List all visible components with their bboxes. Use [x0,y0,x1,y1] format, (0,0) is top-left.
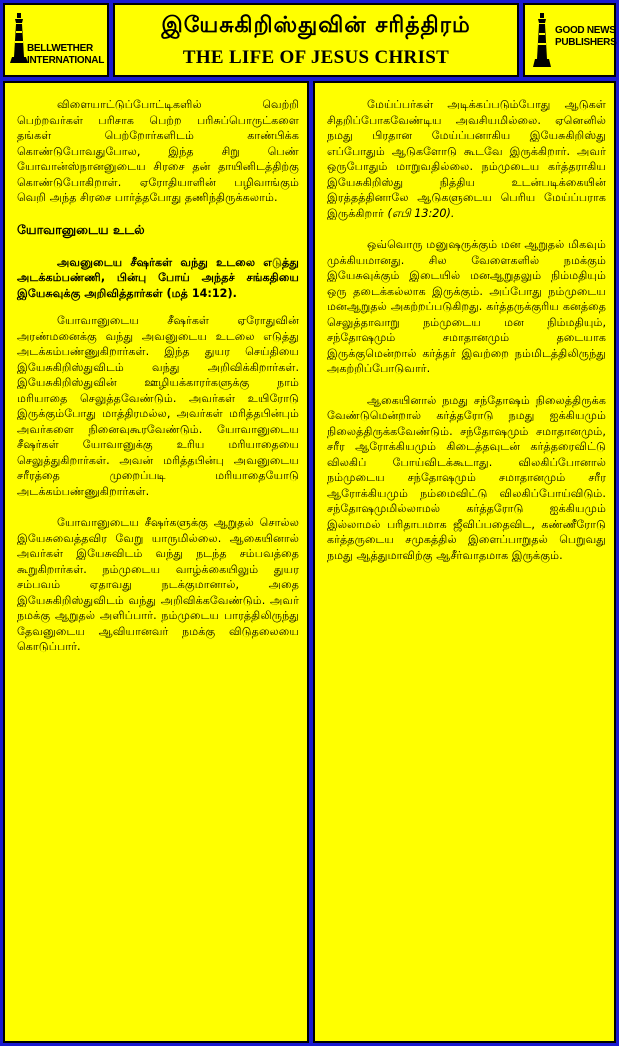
logo-left-line1: BELLWETHER [27,43,93,54]
good-news-logo [523,3,616,77]
paragraph: விளையாட்டுப்போட்டிகளில் வெற்றி பெற்றவர்கள் பரிசாக பெற்ற பரிசுப்பொருட்களை தங்கள் பெற்றோர்களிடம் காண்பிக்க கொண்டுபோவதுபோல, இந்த சிறு பெண் யோவான்ஸ்நானனுடைய சிரசை தன் தாயினிடத்திற்கு கொண்டுபோகிறாள். ஏரோதியாளின் பழிவாங்கும் வெறி அந்த சிரசை பார்த்தபோது தணிந்திருக்கலாம். [17,98,299,204]
section-heading: யோவானுடைய உடல் [17,221,145,237]
scripture-reference: (எபி 13:20). [387,206,455,220]
logo-left-line2: INTERNATIONAL [27,55,105,66]
paragraph: ஆகையினால் நமது சந்தோஷம் நிலைத்திருக்க வேண்டுமென்றால் கர்த்தரோடு நமது ஐக்கியமும் நிலைத்திருக்கவேண்டும். சந்தோஷமும் சமாதானமும், சரீர ஆரோக்கியமும் கிடைத்தவுடன் கர்த்தரைவிட்டு விலகிப் போய்விடக்கூடாது. விலகிப்போனால் நம்முடைய சந்தோஷமும் சமாதானமும் சரீர ஆரோக்கியமும் நம்மைவிட்டு விலகிப்போய்விடும். சந்தோஷமுமில்லாமல் கர்த்தரோடு ஐக்கியமும் இல்லாமல் பரிதாபமாக ஜீவிப்பதைவிட, கண்ணீரோடு கர்த்தருடைய சமுகத்தில் இளைப்பாறுதல் பெறுவது நமது ஆத்துமாவிற்கு ஆசீர்வாதமாக இருக்கும். [327,393,606,562]
logo-right-line1: GOOD NEWS [555,25,616,36]
logo-right-line2: PUBLISHERS [555,37,617,48]
paragraph: யோவானுடைய சீஷர்களுக்கு ஆறுதல் சொல்ல இயேசுவைத்தவிர வேறு யாருமில்லை. ஆகையினால் அவர்கள் இயேசுவிடம் வந்து நடந்த சம்பவத்தை கூறுகிறார்கள். நம்முடைய வாழ்க்கையிலும் துயர சம்பவம் ஏதாவது நடக்குமானால், அதை இயேசுகிறிஸ்துவிடம் வந்து அறிவிக்கவேண்டும். அவர் நமக்கு ஆறுதல் அளிப்பார். நம்முடைய பாரத்திலிருந்து தேவனுடைய ஆவியானவர் நமக்கு விடுதலையை கொடுப்பார். [17,516,299,653]
lighthouse-icon [533,13,551,67]
paragraph: ஒவ்வொரு மனுஷருக்கும் மன ஆறுதல் மிகவும் முக்கியமானது. சில வேளைகளில் நமக்கும் இயேசுவுக்கும் இடையில் மனஆறுதலும் நிம்மதியும் ஒரு தடைக்கல்லாக இருக்கும். அப்போது நம்முடைய மனஆறுதல் அகற்றப்படுகிறது. கர்த்தருக்குரிய கனத்தை செலுத்தாவாறு நம்முடைய மன நிம்மதியும், சந்தோஷமும் சமாதானமும் தடையாக இருக்குமென்றால் கர்த்தர் இவற்றை நம்மிடத்திலிருந்து அகற்றிப்போடுவார். [327,238,606,375]
title-banner [113,3,519,77]
page-header [3,3,616,77]
lighthouse-icon [10,13,28,63]
english-title: THE LIFE OF JESUS CHRIST [182,47,450,68]
paragraph: யோவானுடைய சீஷர்கள் ஏரோதுவின் அரண்மனைக்கு வந்து அவனுடைய உடலை எடுத்து அடக்கம்பண்ணுகிறார்கள். இந்த துயர செய்தியை இயேசுகிறிஸ்துவிடம் வந்து அறிவிக்கிறார்கள். இயேசுகிறிஸ்துவின் ஊழியக்காரர்களுக்கு நாம் மரியாதை செலுத்தவேண்டும். அவர்கள் உயிரோடு இருக்கும்போது மாத்திரமல்ல, அவர்கள் மரித்தபின்பும் அவர்களை நினைவுகூரவேண்டும். யோவானுடைய சீஷர்கள் யோவானுக்கு உரிய மரியாதையை செலுத்துகிறார்கள். அவன் மரித்தபின்பு அவனுடைய சரீரத்தை முறைப்படி மரியாதையோடு அடக்கம்பண்ணுகிறார்கள். [17,314,299,498]
tamil-title: இயேசுகிறிஸ்துவின் சரித்திரம் [161,13,471,38]
left-column [3,81,309,1043]
scripture-verse: அவனுடைய சீஷர்கள் வந்து உடலை எடுத்து அடக்கம்பண்ணி, பின்பு போய் அந்தச் சங்கதியை இயேசுவுக்கு அறிவித்தார்கள் (மத் 14:12). [17,255,299,300]
bellwether-logo [3,3,109,77]
right-column [313,81,616,1043]
paragraph [327,97,606,221]
paragraph-text: மேய்ப்பர்கள் அடிக்கப்படும்போது ஆடுகள் சிதறிப்போகவேண்டிய அவசியமில்லை. ஏனெனில் நமது பிரதான மேய்ப்பனாகிய இயேசுகிறிஸ்து எப்போதும் ஆடுகளோடு கூடவே இருக்கிறார். அவர் ஒருபோதும் மாறுவதில்லை. நம்முடைய கர்த்தராகிய இயேசுகிறிஸ்து நித்திய உடன்படிக்கையின் இரத்தத்தினாலே ஆடுகளுடைய பெரிய மேய்ப்பராக இருக்கிறார் [327,98,606,220]
